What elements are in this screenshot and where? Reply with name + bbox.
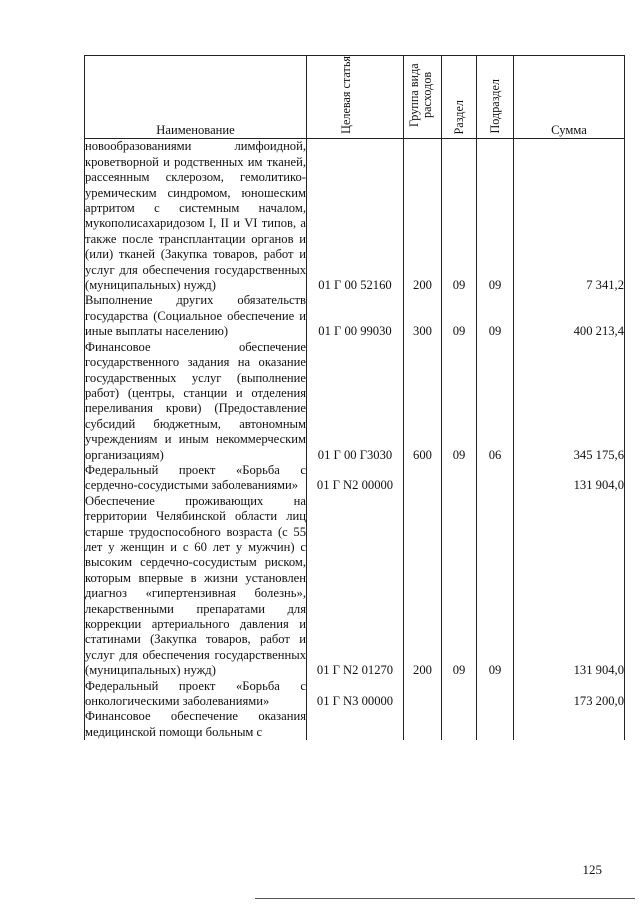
row-code: 01 Г 00 Г3030: [307, 340, 404, 463]
row-sum: 131 904,0: [514, 494, 625, 679]
header-target-article: [307, 56, 404, 139]
row-subsection: [477, 709, 514, 740]
row-subsection: 09: [477, 139, 514, 294]
row-sum: 173 200,0: [514, 679, 625, 710]
row-code: 01 Г 00 99030: [307, 293, 404, 339]
row-section: 09: [442, 340, 477, 463]
row-group: [404, 679, 442, 710]
row-group: 200: [404, 139, 442, 294]
table-row: [85, 139, 625, 294]
row-section: 09: [442, 494, 477, 679]
row-subsection: 09: [477, 494, 514, 679]
row-section: [442, 463, 477, 494]
row-code: 01 Г N2 01270: [307, 494, 404, 679]
row-group: [404, 463, 442, 494]
page-number: 125: [582, 862, 602, 877]
row-group: 600: [404, 340, 442, 463]
table-row: [85, 293, 625, 339]
table-row: [85, 494, 625, 679]
row-code: 01 Г 00 52160: [307, 139, 404, 294]
row-group: 300: [404, 293, 442, 339]
row-name: Финансовое обеспечение оказания медицинской помощи больным с: [85, 709, 306, 739]
row-subsection: [477, 463, 514, 494]
table-row: [85, 340, 625, 463]
row-name: новообразованиями лимфоидной, кроветворной и родственных им тканей, рассеянным склерозом, гемолитико-уремическим синдромом, юношеским артритом с системным началом, мукополисахаридозом I, II и VI типов, а также после трансплантации органов и (или) тканей (Закупка товаров, работ и услуг для обеспечения государственных (муниципальных) нужд): [85, 139, 306, 293]
row-sum: 7 341,2: [514, 139, 625, 294]
row-subsection: 09: [477, 293, 514, 339]
table-row: [85, 463, 625, 494]
row-name: Выполнение других обязательств государства (Социальное обеспечение и иные выплаты населению): [85, 293, 306, 339]
row-name: Обеспечение проживающих на территории Челябинской области лиц старше трудоспособного возраста (с 55 лет у женщин и с 60 лет у мужчин) с высоким сердечно-сосудистым риском, которым впервые в жизни установлен диагноз «гипертензивная болезнь», лекарственными препаратами для коррекции артериального давления и статинами (Закупка товаров, работ и услуг для обеспечения государственных (муниципальных) нужд): [85, 493, 306, 678]
row-sum: 400 213,4: [514, 293, 625, 339]
header-sum: Сумма: [514, 56, 625, 139]
header-name: Наименование: [85, 56, 307, 139]
row-sum: 345 175,6: [514, 340, 625, 463]
row-section: 09: [442, 293, 477, 339]
row-section: [442, 679, 477, 710]
row-sum: 131 904,0: [514, 463, 625, 494]
row-group: 200: [404, 494, 442, 679]
row-code: [307, 709, 404, 740]
footer-divider: [255, 898, 635, 899]
table-row: [85, 679, 625, 710]
row-code: 01 Г N3 00000: [307, 679, 404, 710]
table-row: [85, 709, 625, 740]
header-subsection-label: Подраздел: [487, 79, 502, 134]
budget-table: [84, 55, 625, 740]
row-subsection: [477, 679, 514, 710]
header-section: [442, 56, 477, 139]
row-section: [442, 709, 477, 740]
header-subsection: [477, 56, 514, 139]
header-expense-group-label: Группа вида расходов: [406, 63, 434, 127]
row-sum: [514, 709, 625, 740]
header-expense-group: [404, 56, 442, 139]
header-section-label: Раздел: [451, 99, 466, 134]
row-name: Финансовое обеспечение государственного задания на оказание государственных услуг (выполнение работ) (центры, станции и отделения переливания крови) (Предоставление субсидий бюджетным, автономным учреждениям и иным некоммерческим организациям): [85, 339, 306, 462]
row-name: Федеральный проект «Борьба с онкологическими заболеваниями»: [85, 678, 306, 709]
row-name: Федеральный проект «Борьба с сердечно-сосудистыми заболеваниями»: [85, 462, 306, 493]
row-code: 01 Г N2 00000: [307, 463, 404, 494]
table-header-row: [85, 56, 625, 139]
row-subsection: 06: [477, 340, 514, 463]
row-group: [404, 709, 442, 740]
header-target-article-label: Целевая статья: [339, 56, 353, 134]
row-section: 09: [442, 139, 477, 294]
